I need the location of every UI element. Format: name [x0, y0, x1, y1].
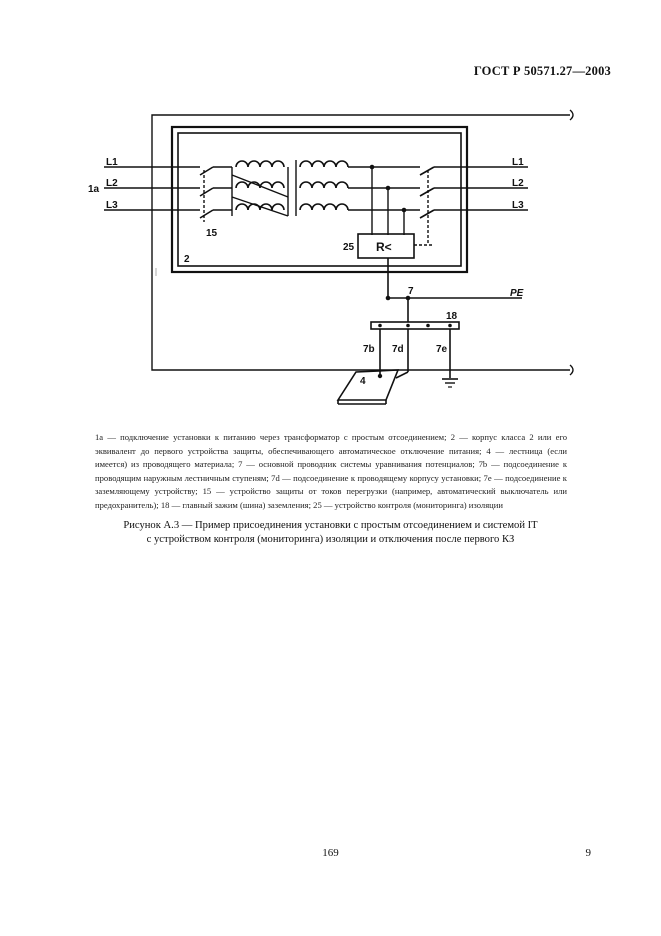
label-2: 2 [184, 254, 190, 265]
label-l3-right: L3 [512, 200, 524, 211]
label-pe: PE [510, 288, 524, 299]
label-7e: 7e [436, 344, 448, 355]
label-7b: 7b [363, 344, 375, 355]
label-15: 15 [206, 228, 218, 239]
label-l3-left: L3 [106, 200, 118, 211]
label-l2-left: L2 [106, 178, 118, 189]
label-l1-left: L1 [106, 157, 118, 168]
page-number: 169 [322, 847, 339, 859]
class2-enclosure-inner [178, 133, 461, 266]
break-mark-top [570, 110, 573, 120]
figure-title-line-2: с устройством контроля (мониторинга) изоляции и отключения после первого КЗ [146, 534, 515, 545]
break-mark-bottom [570, 365, 573, 375]
earthing-busbar [371, 322, 459, 329]
figure-title-line-1: Рисунок А.3 — Пример присоединения установки с простым отсоединением и системой IT [123, 520, 538, 531]
circuit-diagram [0, 0, 661, 420]
label-l1-right: L1 [512, 157, 524, 168]
sheet-number: 9 [585, 847, 591, 859]
label-18: 18 [446, 311, 458, 322]
figure-title [88, 519, 573, 547]
label-feed: 1a [88, 184, 100, 195]
standard-designation: ГОСТ Р 50571.27—2003 [473, 64, 611, 78]
label-7d: 7d [392, 344, 404, 355]
label-l2-right: L2 [512, 178, 524, 189]
outer-conductor-loop [152, 115, 570, 370]
class2-enclosure-outer [172, 127, 467, 272]
figure-legend: 1a — подключение установки к питанию через трансформатор с простым отсоединением; 2 — корпус класса 2 или его эквивалент до первого устройства защиты, обеспечивающего автоматическое отключение питания; 4 — лестница (если имеется) из проводящего материала; 7 — основной проводник системы уравнивания потенциалов; 7b — подсоединение к проводящим наружным лестничным ступеням; 7d — подсоединение к проводящему корпусу установки; 7e — подсоединение к заземляющему устройству; 15 — устройство защиты от токов перегрузки (например, автоматический выключатель или предохранитель); 18 — главный зажим (шина) заземления; 25 — устройство контроля (мониторинга) изоляции [95, 432, 567, 510]
label-relay: R< [376, 240, 392, 254]
label-4: 4 [360, 376, 366, 387]
ladder-step [338, 370, 398, 400]
label-7: 7 [408, 286, 414, 297]
label-25: 25 [343, 242, 355, 253]
